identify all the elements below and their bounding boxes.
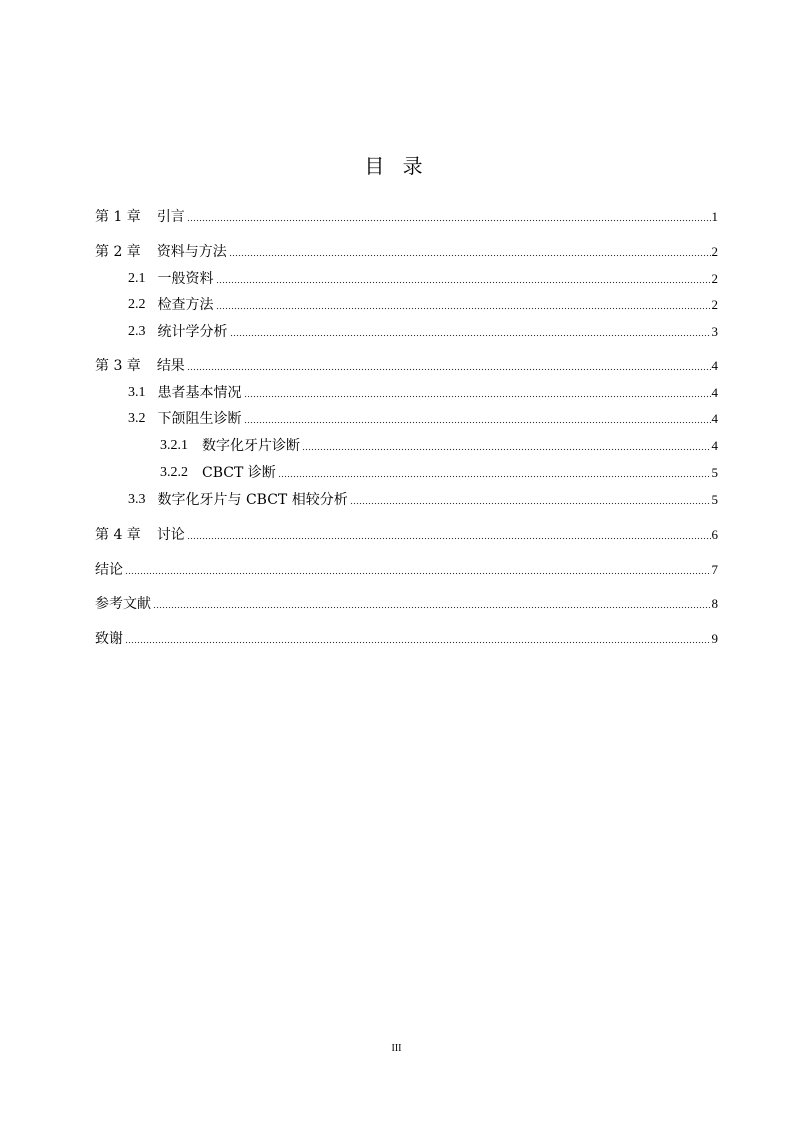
toc-entry[interactable]: [95, 526, 718, 544]
toc-leader-dots: [302, 445, 711, 451]
toc-entry-page: 2: [711, 297, 718, 312]
toc-leader-dots: [229, 251, 711, 257]
toc-entry-page: 2: [711, 271, 718, 286]
toc-leader-dots: [350, 499, 711, 505]
toc-entry-number: 第 2 章: [95, 244, 141, 260]
toc-entry[interactable]: [95, 561, 718, 579]
toc-entry-label: 检查方法: [157, 297, 214, 313]
toc-entry-label: CBCT 诊断: [202, 465, 276, 481]
toc-entry-page: 9: [711, 631, 718, 646]
toc-entry-number: 第 1 章: [95, 209, 141, 225]
toc-entry-label: 患者基本情况: [157, 385, 242, 401]
toc-entry[interactable]: [95, 323, 718, 341]
toc-entry-label: 数字化牙片诊断: [202, 438, 300, 454]
toc-leader-dots: [187, 365, 711, 371]
toc-entry-page: 3: [711, 324, 718, 339]
toc-entry-number: 3.2.2: [160, 465, 188, 480]
toc-title: 目 录: [364, 154, 429, 178]
toc-entry-page: 8: [711, 596, 718, 611]
toc-entry-page: 4: [711, 385, 718, 400]
toc-entry-number: 第 3 章: [95, 358, 141, 374]
toc-entry[interactable]: [95, 595, 718, 613]
toc-entry-number: 2.2: [128, 297, 146, 312]
toc-leader-dots: [216, 304, 711, 310]
toc-entry-label: 下颌阻生诊断: [157, 411, 242, 427]
toc-leader-dots: [278, 472, 711, 478]
toc-entry-number: 2.3: [128, 324, 146, 339]
toc-entry-number: 3.2: [128, 411, 146, 426]
toc-entry-number: 2.1: [128, 271, 146, 286]
toc-entry-label: 致谢: [95, 631, 123, 647]
toc-entry[interactable]: [95, 464, 718, 482]
toc-entry[interactable]: [95, 270, 718, 288]
toc-leader-dots: [153, 603, 711, 609]
toc-leader-dots: [125, 638, 711, 644]
toc-leader-dots: [230, 331, 711, 337]
toc-entry[interactable]: [95, 491, 718, 509]
toc-entry-number: 第 4 章: [95, 527, 141, 543]
toc-entry-page: 4: [711, 438, 718, 453]
toc-entry[interactable]: [95, 410, 718, 428]
toc-entry-label: 讨论: [156, 527, 185, 543]
toc-entry[interactable]: [95, 630, 718, 648]
toc-leader-dots: [187, 534, 711, 540]
toc-entry-label: 统计学分析: [157, 324, 228, 340]
toc-entry-label: 一般资料: [157, 271, 214, 287]
toc-leader-dots: [187, 216, 711, 222]
toc-entry[interactable]: [95, 384, 718, 402]
toc-entry-number: 3.2.1: [160, 438, 188, 453]
toc-entry-label: 参考文献: [95, 596, 151, 612]
toc-entry[interactable]: [95, 357, 718, 375]
toc-entry-label: 数字化牙片与 CBCT 相较分析: [157, 492, 348, 508]
toc-entry-number: 3.1: [128, 385, 146, 400]
toc-entry-page: 6: [711, 527, 718, 542]
toc-entry-label: 资料与方法: [156, 244, 227, 260]
toc-leader-dots: [244, 418, 711, 424]
toc-entry-page: 5: [711, 492, 718, 507]
toc-entry-page: 4: [711, 411, 718, 426]
toc-entry-page: 1: [711, 209, 718, 224]
page-number-footer: III: [391, 1043, 402, 1054]
toc-entry-page: 2: [711, 244, 718, 259]
toc-entry[interactable]: [95, 437, 718, 455]
table-of-contents: [95, 0, 718, 1122]
toc-leader-dots: [244, 392, 711, 398]
toc-entry-label: 结果: [156, 358, 185, 374]
toc-entry[interactable]: [95, 208, 718, 226]
toc-entry-number: 3.3: [128, 492, 146, 507]
toc-entry[interactable]: [95, 243, 718, 261]
toc-leader-dots: [125, 569, 711, 575]
toc-entry-label: 结论: [95, 562, 123, 578]
toc-entry-page: 5: [711, 465, 718, 480]
toc-entry-page: 7: [711, 562, 718, 577]
toc-entry[interactable]: [95, 296, 718, 314]
toc-entry-page: 4: [711, 358, 718, 373]
toc-entry-label: 引言: [156, 209, 185, 225]
toc-leader-dots: [216, 278, 711, 284]
